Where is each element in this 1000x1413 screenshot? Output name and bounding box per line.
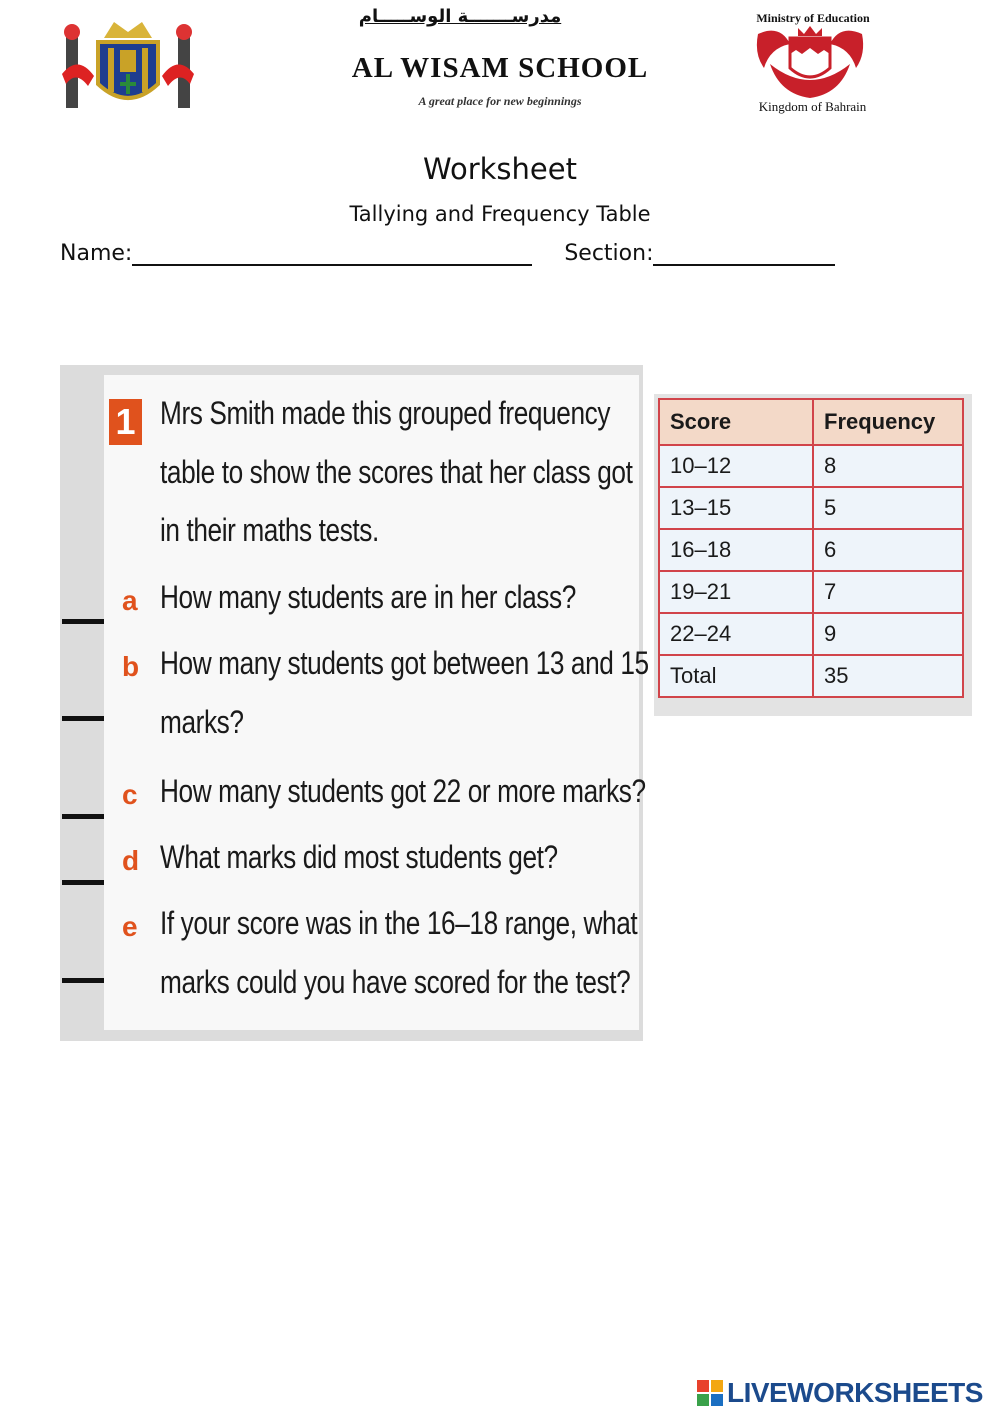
part-letter-c: c: [122, 779, 138, 810]
table-row: [659, 529, 963, 571]
total-value-cell: 35: [813, 655, 963, 697]
part-b-text: How many students got between 13 and 15: [160, 645, 649, 681]
score-cell: 19–21: [659, 571, 813, 613]
part-c-text: How many students got 22 or more marks?: [160, 773, 646, 809]
worksheet-title: Worksheet: [423, 152, 577, 186]
question-stem-line: in their maths tests.: [160, 512, 379, 548]
table-row: [659, 571, 963, 613]
answer-drop-b[interactable]: [62, 716, 104, 721]
question-stem-line: table to show the scores that her class got: [160, 454, 633, 490]
name-label: Name:: [60, 241, 133, 266]
table-row: [659, 445, 963, 487]
liveworksheets-icon: [697, 1380, 725, 1410]
part-letter-b: b: [122, 651, 140, 682]
section-input[interactable]: [653, 240, 835, 266]
score-cell: 10–12: [659, 445, 813, 487]
total-label-cell: Total: [659, 655, 813, 697]
part-letter-d: d: [122, 845, 140, 876]
part-b-text: marks?: [160, 704, 244, 740]
part-letter-e: e: [122, 911, 138, 942]
score-cell: 13–15: [659, 487, 813, 529]
liveworksheets-logo[interactable]: [697, 1378, 997, 1412]
part-e-text: If your score was in the 16–18 range, what: [160, 905, 638, 941]
score-cell: 22–24: [659, 613, 813, 655]
school-name: AL WISAM SCHOOL: [351, 52, 649, 84]
student-info-row: [60, 240, 940, 266]
frequency-table: [658, 398, 964, 698]
worksheet-subtitle: Tallying and Frequency Table: [349, 202, 651, 226]
question-content: [104, 375, 649, 1030]
table-header-row: [659, 399, 963, 445]
liveworksheets-brand: LIVEWORKSHEETS: [727, 1377, 983, 1408]
table-row: [659, 613, 963, 655]
frequency-cell: 5: [813, 487, 963, 529]
table-total-row: [659, 655, 963, 697]
frequency-table-panel: [654, 394, 972, 716]
bahrain-emblem-logo: [750, 24, 870, 100]
part-e-text: marks could you have scored for the test?: [160, 964, 631, 1000]
score-cell: 16–18: [659, 529, 813, 571]
school-crest-logo: [58, 14, 198, 114]
score-header: Score: [659, 399, 813, 445]
question-number: 1: [109, 399, 142, 445]
frequency-cell: 7: [813, 571, 963, 613]
answer-drop-c[interactable]: [62, 814, 104, 819]
part-a-text: How many students are in her class?: [160, 579, 576, 615]
school-tagline: A great place for new beginnings: [418, 94, 582, 108]
frequency-cell: 6: [813, 529, 963, 571]
question-panel: [60, 365, 649, 1041]
part-d-text: What marks did most students get?: [160, 839, 558, 875]
answer-drop-a[interactable]: [62, 619, 104, 624]
frequency-header: Frequency: [813, 399, 963, 445]
table-row: [659, 487, 963, 529]
frequency-cell: 8: [813, 445, 963, 487]
frequency-cell: 9: [813, 613, 963, 655]
kingdom-label: Kingdom of Bahrain: [758, 99, 867, 114]
ministry-label: Ministry of Education: [756, 11, 870, 25]
school-name-arabic: مدرســـــــة الوســـــام: [358, 6, 562, 27]
section-label: Section:: [564, 241, 654, 266]
part-letter-a: a: [122, 585, 138, 616]
name-input[interactable]: [132, 240, 532, 266]
answer-drop-e[interactable]: [62, 978, 104, 983]
question-stem-line: Mrs Smith made this grouped frequency: [160, 395, 611, 431]
answer-drop-d[interactable]: [62, 880, 104, 885]
